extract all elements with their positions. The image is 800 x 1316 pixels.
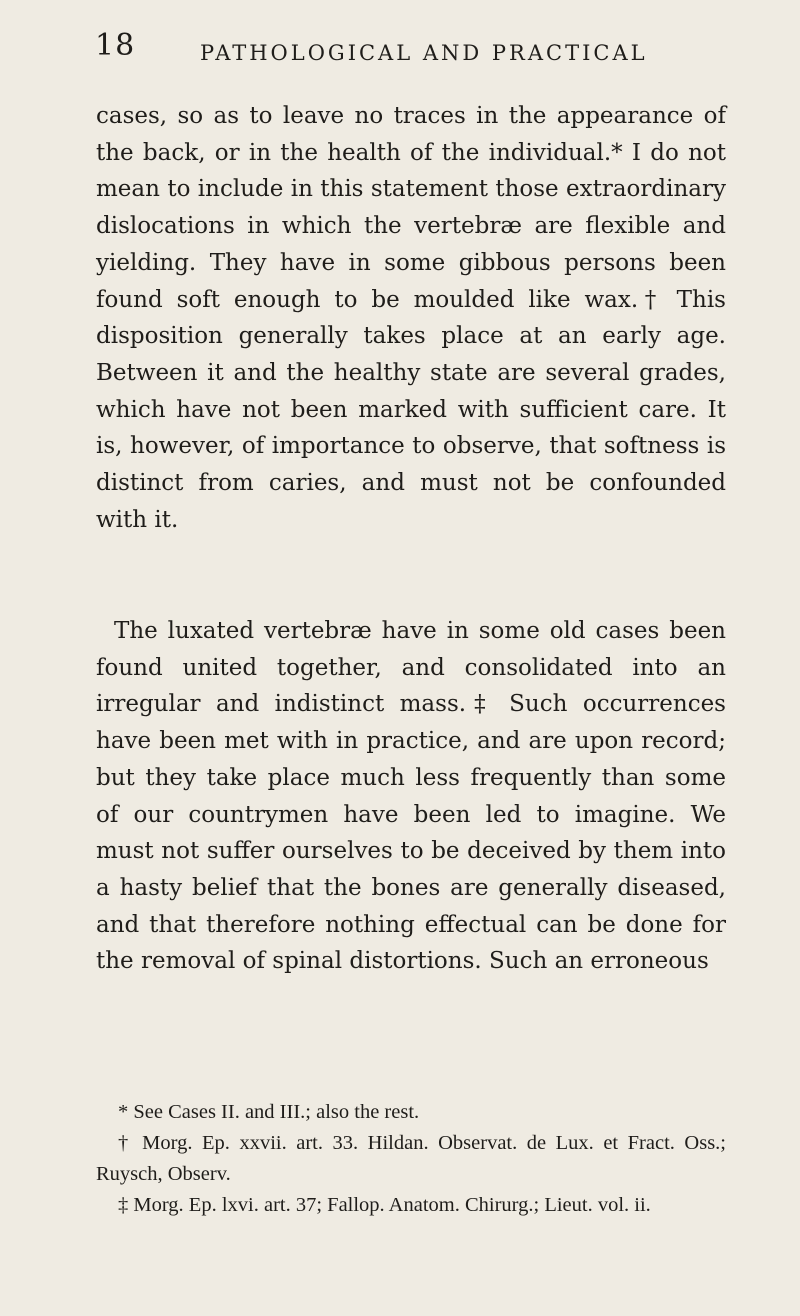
footnote-1: * See Cases II. and III.; also the rest. (118, 1101, 420, 1123)
page-number: 18 (95, 28, 136, 63)
footnote-3: ‡ Morg. Ep. lxvi. art. 37; Fallop. Anatom. Chirurg.; Lieut. vol. ii. (118, 1194, 651, 1216)
footnotes (96, 1097, 726, 1221)
body-paragraph-1: cases, so as to leave no traces in the appearance of the back, or in the health of the individual.* I do not mean to include in this statement those extraordinary dislocations in which the vertebræ are flexible and yielding. They have in some gibbous persons been found soft enough to be moulded like wax.† This disposition generally takes place at an early age. Between it and the healthy state are several grades, which have not been marked with sufficient care. It is, however, of importance to observe, that softness is distinct from caries, and must not be confounded with it. (96, 103, 726, 533)
footnote-2: † Morg. Ep. xxvii. art. 33. Hildan. Observat. de Lux. et Fract. Oss.; Ruysch, Observ. (96, 1132, 726, 1185)
running-head: PATHOLOGICAL AND PRACTICAL (200, 41, 648, 65)
body-paragraph-2: The luxated vertebræ have in some old cases been found united together, and consolidated into an irregular and indistinct mass.‡ Such occurrences have been met with in practice, and are upon record; but they take place much less frequently than some of our countrymen have been led to imagine. We must not suffer ourselves to be deceived by them into a hasty belief that the bones are generally diseased, and that therefore nothing effectual can be done for the removal of spinal distortions. Such an erroneous (96, 618, 726, 975)
